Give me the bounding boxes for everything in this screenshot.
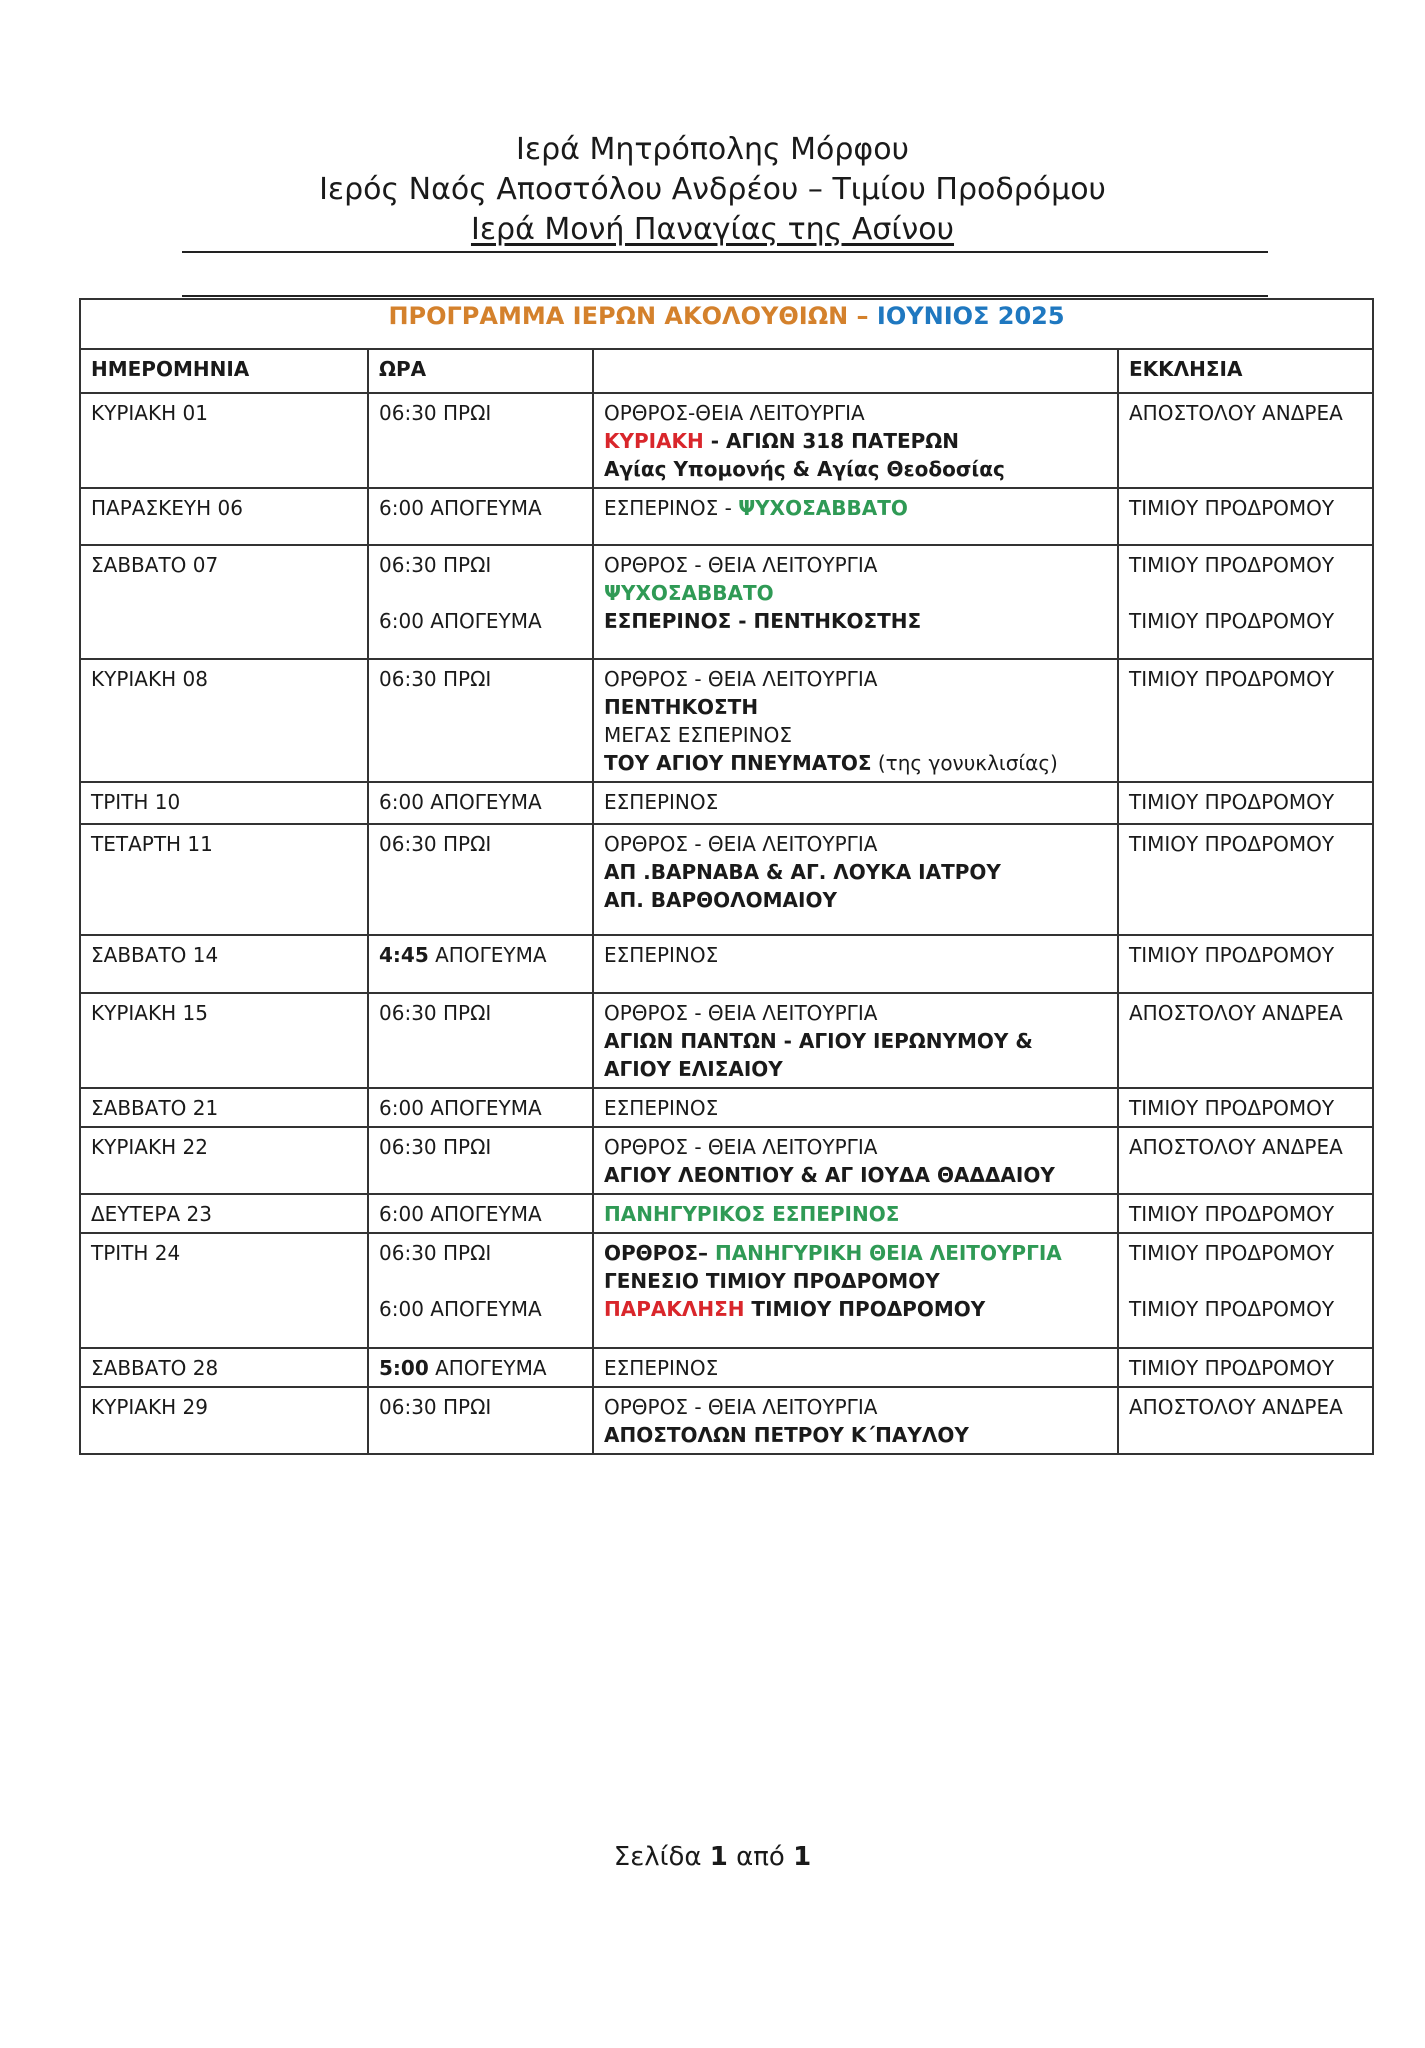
service-highlight: ΠΑΝΗΓΥΡΙΚΟΣ ΕΣΠΕΡΙΝΟΣ: [604, 1202, 900, 1226]
service-line: [604, 1295, 1107, 1323]
header-rule: [182, 251, 1268, 253]
time-cell: 6:00 ΑΠΟΓΕΥΜΑ: [368, 782, 593, 824]
church-cell: ΤΙΜΙΟΥ ΠΡΟΔΡΟΜΟΥ: [1118, 935, 1373, 993]
service-text: ΟΡΘΡΟΣ–: [604, 1241, 715, 1265]
footer-of-word: από: [727, 1842, 794, 1872]
service-line: ΑΓΙΟΥ ΕΛΙΣΑΙΟΥ: [604, 1057, 783, 1081]
service-cell: ΕΣΠΕΡΙΝΟΣ: [593, 1348, 1118, 1387]
table-row: [80, 659, 1373, 782]
service-text: - ΑΓΙΩΝ 318 ΠΑΤΕΡΩΝ: [703, 429, 960, 453]
schedule-title: [80, 299, 1373, 349]
table-row: [80, 935, 1373, 993]
date-cell: ΠΑΡΑΣΚΕΥΗ 06: [80, 488, 368, 545]
table-row: [80, 1387, 1373, 1454]
service-highlight: ΠΑΝΗΓΥΡΙΚΗ ΘΕΙΑ ΛΕΙΤΟΥΡΓΙΑ: [714, 1241, 1062, 1265]
table-row: [80, 782, 1373, 824]
time-cell: 06:30 ΠΡΩΙ: [368, 993, 593, 1088]
service-cell: [593, 545, 1118, 659]
church-cell: ΑΠΟΣΤΟΛΟΥ ΑΝΔΡΕΑ: [1118, 993, 1373, 1088]
title-row: [80, 299, 1373, 349]
service-cell: [593, 993, 1118, 1088]
title-dash: –: [848, 302, 877, 330]
time-cell: 06:30 ΠΡΩΙ: [368, 659, 593, 782]
table-row: [80, 545, 1373, 659]
table-row: [80, 1348, 1373, 1387]
service-cell: [593, 488, 1118, 545]
time-cell: [368, 1348, 593, 1387]
time-cell: [368, 1233, 593, 1348]
date-cell: ΤΡΙΤΗ 24: [80, 1233, 368, 1348]
church-cell: ΤΙΜΙΟΥ ΠΡΟΔΡΟΜΟΥ: [1118, 782, 1373, 824]
title-program: ΠΡΟΓΡΑΜΜΑ ΙΕΡΩΝ ΑΚΟΛΟΥΘΙΩΝ: [388, 302, 849, 330]
church-cell: ΤΙΜΙΟΥ ΠΡΟΔΡΟΜΟΥ: [1118, 1194, 1373, 1233]
service-text: ΤΙΜΙΟΥ ΠΡΟΔΡΟΜΟΥ: [744, 1297, 986, 1321]
service-cell: [593, 1194, 1118, 1233]
time-cell: [368, 545, 593, 659]
service-line: ΟΡΘΡΟΣ - ΘΕΙΑ ΛΕΙΤΟΥΡΓΙΑ: [604, 1135, 878, 1159]
time-cell: 06:30 ΠΡΩΙ: [368, 1387, 593, 1454]
church-cell: ΤΙΜΙΟΥ ΠΡΟΔΡΟΜΟΥ: [1118, 659, 1373, 782]
service-line: ΓΕΝΕΣΙΟ ΤΙΜΙΟΥ ΠΡΟΔΡΟΜΟΥ: [604, 1269, 940, 1293]
service-line: ΟΡΘΡΟΣ - ΘΕΙΑ ΛΕΙΤΟΥΡΓΙΑ: [604, 1395, 878, 1419]
footer-total-pages: 1: [793, 1842, 812, 1872]
service-cell: [593, 1233, 1118, 1348]
church-cell: ΤΙΜΙΟΥ ΠΡΟΔΡΟΜΟΥ: [1118, 488, 1373, 545]
time-text: ΑΠΟΓΕΥΜΑ: [428, 943, 547, 967]
title-month: ΙΟΥΝΙΟΣ 2025: [876, 302, 1065, 330]
service-line: ΕΣΠΕΡΙΝΟΣ - ΠΕΝΤΗΚΟΣΤΗΣ: [604, 609, 922, 633]
table-row: [80, 488, 1373, 545]
church-cell: ΤΙΜΙΟΥ ΠΡΟΔΡΟΜΟΥ: [1118, 824, 1373, 935]
service-line: ΑΓΙΩΝ ΠΑΝΤΩΝ - ΑΓΙΟΥ ΙΕΡΩΝΥΜΟΥ &: [604, 1029, 1033, 1053]
col-header-time: ΩΡΑ: [368, 349, 593, 393]
church-cell: ΑΠΟΣΤΟΛΟΥ ΑΝΔΡΕΑ: [1118, 1127, 1373, 1194]
service-highlight: ΠΑΡΑΚΛΗΣΗ: [604, 1297, 745, 1321]
church-line: ΤΙΜΙΟΥ ΠΡΟΔΡΟΜΟΥ: [1129, 609, 1335, 633]
service-line: Αγίας Υπομονής & Αγίας Θεοδοσίας: [604, 457, 1005, 481]
service-text: ΤΟΥ ΑΓΙΟΥ ΠΝΕΥΜΑΤΟΣ: [604, 751, 872, 775]
service-cell: [593, 659, 1118, 782]
service-line: ΠΕΝΤΗΚΟΣΤΗ: [604, 695, 759, 719]
service-line: [604, 1239, 1107, 1267]
service-line: ΑΓΙΟΥ ΛΕΟΝΤΙΟΥ & ΑΓ ΙΟΥΔΑ ΘΑΔΔΑΙΟΥ: [604, 1163, 1055, 1187]
date-cell: ΚΥΡΙΑΚΗ 15: [80, 993, 368, 1088]
header-row: [80, 349, 1373, 393]
date-cell: ΔΕΥΤΕΡΑ 23: [80, 1194, 368, 1233]
table-row: [80, 993, 1373, 1088]
time-cell: 6:00 ΑΠΟΓΕΥΜΑ: [368, 1088, 593, 1127]
service-line: ΟΡΘΡΟΣ - ΘΕΙΑ ΛΕΙΤΟΥΡΓΙΑ: [604, 832, 878, 856]
time-cell: 06:30 ΠΡΩΙ: [368, 393, 593, 488]
service-line: ΟΡΘΡΟΣ - ΘΕΙΑ ΛΕΙΤΟΥΡΓΙΑ: [604, 553, 878, 577]
date-cell: ΚΥΡΙΑΚΗ 22: [80, 1127, 368, 1194]
church-line: ΤΙΜΙΟΥ ΠΡΟΔΡΟΜΟΥ: [1129, 1241, 1335, 1265]
page-footer: [0, 1842, 1425, 1872]
date-cell: ΣΑΒΒΑΤΟ 07: [80, 545, 368, 659]
date-cell: ΣΑΒΒΑΤΟ 14: [80, 935, 368, 993]
service-line: ΟΡΘΡΟΣ-ΘΕΙΑ ΛΕΙΤΟΥΡΓΙΑ: [604, 401, 865, 425]
time-cell: [368, 935, 593, 993]
time-text: ΑΠΟΓΕΥΜΑ: [428, 1356, 547, 1380]
date-cell: ΤΡΙΤΗ 10: [80, 782, 368, 824]
church-line: ΤΙΜΙΟΥ ΠΡΟΔΡΟΜΟΥ: [1129, 1297, 1335, 1321]
footer-page-number: 1: [709, 1842, 728, 1872]
time-cell: 06:30 ΠΡΩΙ: [368, 1127, 593, 1194]
time-line: 06:30 ΠΡΩΙ: [379, 553, 492, 577]
table-row: [80, 1088, 1373, 1127]
church-cell: ΑΠΟΣΤΟΛΟΥ ΑΝΔΡΕΑ: [1118, 393, 1373, 488]
date-cell: ΚΥΡΙΑΚΗ 29: [80, 1387, 368, 1454]
table-row: [80, 824, 1373, 935]
time-cell: 6:00 ΑΠΟΓΕΥΜΑ: [368, 1194, 593, 1233]
service-cell: ΕΣΠΕΡΙΝΟΣ: [593, 1088, 1118, 1127]
document-header: [0, 130, 1425, 250]
service-line: ΟΡΘΡΟΣ - ΘΕΙΑ ΛΕΙΤΟΥΡΓΙΑ: [604, 667, 878, 691]
service-line: [604, 427, 1107, 455]
header-metropolis: Ιερά Μητρόπολης Μόρφου: [516, 132, 909, 167]
table-row: [80, 1127, 1373, 1194]
date-cell: ΚΥΡΙΑΚΗ 01: [80, 393, 368, 488]
church-cell: [1118, 1233, 1373, 1348]
service-text: ΕΣΠΕΡΙΝΟΣ -: [604, 496, 739, 520]
service-note: (της γονυκλισίας): [871, 751, 1058, 775]
time-cell: 6:00 ΑΠΟΓΕΥΜΑ: [368, 488, 593, 545]
table-row: [80, 1233, 1373, 1348]
service-cell: [593, 824, 1118, 935]
service-line: [604, 749, 1107, 777]
table-top-rule: [182, 295, 1268, 297]
service-cell: [593, 1127, 1118, 1194]
time-line: 06:30 ΠΡΩΙ: [379, 1241, 492, 1265]
date-cell: ΚΥΡΙΑΚΗ 08: [80, 659, 368, 782]
church-cell: ΤΙΜΙΟΥ ΠΡΟΔΡΟΜΟΥ: [1118, 1348, 1373, 1387]
footer-page-word: Σελίδα: [613, 1842, 710, 1872]
service-highlight: ΨΥΧΟΣΑΒΒΑΤΟ: [604, 581, 774, 605]
time-bold: 4:45: [379, 943, 429, 967]
col-header-service: [593, 349, 1118, 393]
service-line: ΑΠ. ΒΑΡΘΟΛΟΜΑΙΟΥ: [604, 888, 837, 912]
header-monastery: Ιερά Μονή Παναγίας της Ασίνου: [470, 212, 955, 247]
service-cell: [593, 393, 1118, 488]
date-cell: ΣΑΒΒΑΤΟ 21: [80, 1088, 368, 1127]
schedule-table: [79, 298, 1374, 1455]
service-line: ΑΠΟΣΤΟΛΩΝ ΠΕΤΡΟΥ Κ΄ΠΑΥΛΟΥ: [604, 1423, 969, 1447]
header-church: Ιερός Ναός Αποστόλου Ανδρέου – Τιμίου Προδρόμου: [319, 172, 1106, 207]
service-line: ΜΕΓΑΣ ΕΣΠΕΡΙΝΟΣ: [604, 723, 792, 747]
service-line: ΑΠ .ΒΑΡΝΑΒΑ & ΑΓ. ΛΟΥΚΑ ΙΑΤΡΟΥ: [604, 860, 1001, 884]
service-line: ΟΡΘΡΟΣ - ΘΕΙΑ ΛΕΙΤΟΥΡΓΙΑ: [604, 1001, 878, 1025]
time-bold: 5:00: [379, 1356, 429, 1380]
church-line: ΤΙΜΙΟΥ ΠΡΟΔΡΟΜΟΥ: [1129, 553, 1335, 577]
church-cell: [1118, 545, 1373, 659]
time-line: 6:00 ΑΠΟΓΕΥΜΑ: [379, 609, 542, 633]
service-cell: [593, 1387, 1118, 1454]
service-highlight: ΨΥΧΟΣΑΒΒΑΤΟ: [738, 496, 908, 520]
col-header-church: ΕΚΚΛΗΣΙΑ: [1118, 349, 1373, 393]
time-line: 6:00 ΑΠΟΓΕΥΜΑ: [379, 1297, 542, 1321]
service-cell: ΕΣΠΕΡΙΝΟΣ: [593, 782, 1118, 824]
table-row: [80, 1194, 1373, 1233]
col-header-date: ΗΜΕΡΟΜΗΝΙΑ: [80, 349, 368, 393]
time-cell: 06:30 ΠΡΩΙ: [368, 824, 593, 935]
service-cell: ΕΣΠΕΡΙΝΟΣ: [593, 935, 1118, 993]
date-cell: ΤΕΤΑΡΤΗ 11: [80, 824, 368, 935]
date-cell: ΣΑΒΒΑΤΟ 28: [80, 1348, 368, 1387]
church-cell: ΑΠΟΣΤΟΛΟΥ ΑΝΔΡΕΑ: [1118, 1387, 1373, 1454]
service-highlight: ΚΥΡΙΑΚΗ: [604, 429, 704, 453]
table-row: [80, 393, 1373, 488]
church-cell: ΤΙΜΙΟΥ ΠΡΟΔΡΟΜΟΥ: [1118, 1088, 1373, 1127]
